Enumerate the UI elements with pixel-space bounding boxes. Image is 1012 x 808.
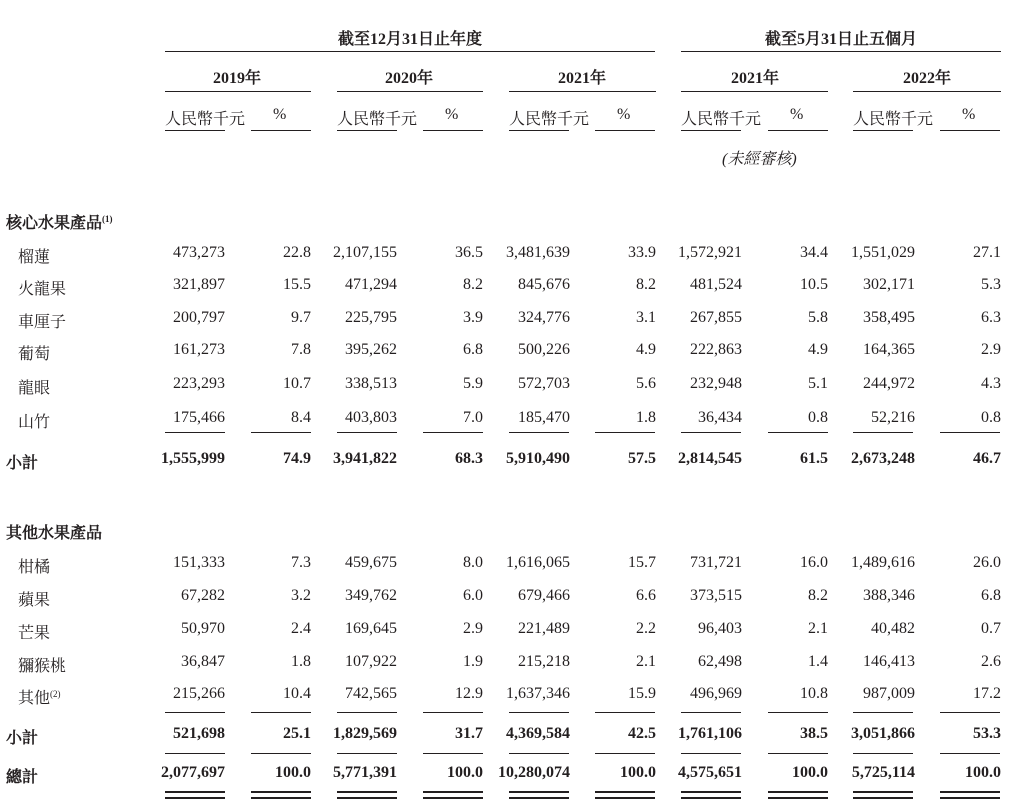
row-value: 8.2 — [463, 276, 483, 293]
subtotal-value: 1,829,569 — [333, 725, 397, 742]
unit-amount-label: 人民幣千元 — [337, 111, 418, 128]
row-value: 3.2 — [291, 587, 311, 604]
row-value: 4.9 — [808, 341, 828, 358]
row-value: 36,434 — [698, 409, 742, 426]
row-value: 62,498 — [698, 653, 742, 670]
subtotal-rule — [681, 797, 741, 799]
row-value: 572,703 — [518, 375, 570, 392]
row-value: 6.0 — [463, 587, 483, 604]
row-value: 40,482 — [871, 620, 915, 637]
row-value: 8.2 — [808, 587, 828, 604]
row-value: 3,481,639 — [506, 244, 570, 261]
unit-pct-label: % — [962, 106, 976, 123]
row-value: 302,171 — [863, 276, 915, 293]
subtotal-value: 31.7 — [455, 725, 483, 742]
row-value: 169,645 — [345, 620, 397, 637]
row-value: 5.8 — [808, 309, 828, 326]
subtotal-rule — [853, 712, 913, 713]
year-heading-rule — [165, 91, 311, 92]
row-label: 龍眼 — [18, 380, 51, 397]
subtotal-rule — [337, 797, 397, 799]
year-heading: 2019年 — [212, 70, 261, 87]
row-value: 16.0 — [800, 554, 828, 571]
unaudited-note: (未經審核) — [722, 151, 797, 168]
row-value: 679,466 — [518, 587, 570, 604]
subtotal-rule — [337, 712, 397, 713]
subtotal-rule — [681, 791, 741, 793]
subtotal-value: 74.9 — [283, 450, 311, 467]
row-value: 15.5 — [283, 276, 311, 293]
subtotal-rule — [509, 791, 569, 793]
subtotal-rule — [165, 753, 225, 754]
subtotal-rule — [853, 432, 913, 433]
row-value: 96,403 — [698, 620, 742, 637]
row-value: 161,273 — [173, 341, 225, 358]
row-value: 496,969 — [690, 685, 742, 702]
total-value: 100.0 — [792, 764, 828, 781]
unit-rule — [509, 130, 569, 131]
subtotal-rule — [768, 712, 828, 713]
row-value: 1.4 — [808, 653, 828, 670]
row-value: 223,293 — [173, 375, 225, 392]
subtotal-value: 521,698 — [173, 725, 225, 742]
subtotal-rule — [165, 791, 225, 793]
row-value: 321,897 — [173, 276, 225, 293]
row-value: 200,797 — [173, 309, 225, 326]
row-value: 15.9 — [628, 685, 656, 702]
section-title: 核心水果產品$^{(1)}$ — [6, 214, 113, 232]
subtotal-value: 3,941,822 — [333, 450, 397, 467]
row-value: 10.5 — [800, 276, 828, 293]
row-value: 373,515 — [690, 587, 742, 604]
subtotal-rule — [681, 432, 741, 433]
row-label: 芒果 — [18, 625, 51, 642]
row-value: 3.9 — [463, 309, 483, 326]
row-value: 2.1 — [808, 620, 828, 637]
unit-pct-label: % — [273, 106, 287, 123]
row-value: 324,776 — [518, 309, 570, 326]
total-value: 100.0 — [447, 764, 483, 781]
row-value: 36,847 — [181, 653, 225, 670]
year-heading: 2021年 — [557, 70, 606, 87]
subtotal-value: 53.3 — [973, 725, 1001, 742]
subtotal-rule — [165, 712, 225, 713]
row-value: 471,294 — [345, 276, 397, 293]
row-value: 388,346 — [863, 587, 915, 604]
row-value: 5.6 — [636, 375, 656, 392]
row-value: 164,365 — [863, 341, 915, 358]
row-value: 12.9 — [455, 685, 483, 702]
subtotal-value: 61.5 — [800, 450, 828, 467]
row-value: 52,216 — [871, 409, 915, 426]
row-value: 26.0 — [973, 554, 1001, 571]
unit-rule — [853, 130, 913, 131]
row-value: 244,972 — [863, 375, 915, 392]
row-label: 柑橘 — [18, 559, 51, 576]
unit-rule — [423, 130, 483, 131]
row-value: 473,273 — [173, 244, 225, 261]
row-value: 15.7 — [628, 554, 656, 571]
subtotal-value: 25.1 — [283, 725, 311, 742]
row-value: 500,226 — [518, 341, 570, 358]
unit-rule — [940, 130, 1000, 131]
unit-rule — [595, 130, 655, 131]
subtotal-rule — [768, 432, 828, 433]
row-label: 山竹 — [18, 414, 51, 431]
row-value: 0.8 — [981, 409, 1001, 426]
row-value: 7.3 — [291, 554, 311, 571]
unit-rule — [251, 130, 311, 131]
subtotal-rule — [853, 791, 913, 793]
total-value: 100.0 — [275, 764, 311, 781]
row-value: 267,855 — [690, 309, 742, 326]
row-value: 2.4 — [291, 620, 311, 637]
subtotal-rule — [509, 432, 569, 433]
row-value: 50,970 — [181, 620, 225, 637]
footnote-ref: (1) — [102, 214, 113, 224]
subtotal-label: 小計 — [6, 730, 39, 747]
row-value: 2.1 — [636, 653, 656, 670]
row-label: 車厘子 — [18, 314, 67, 331]
unit-pct-label: % — [617, 106, 631, 123]
section-title: 其他水果產品 — [6, 525, 103, 542]
subtotal-rule — [595, 432, 655, 433]
row-value: 8.4 — [291, 409, 311, 426]
row-value: 222,863 — [690, 341, 742, 358]
row-value: 225,795 — [345, 309, 397, 326]
header-group-annual: 截至12月31日止年度 — [337, 31, 482, 48]
row-value: 6.6 — [636, 587, 656, 604]
row-value: 1.9 — [463, 653, 483, 670]
total-value: 5,771,391 — [333, 764, 397, 781]
subtotal-value: 46.7 — [973, 450, 1001, 467]
subtotal-rule — [509, 797, 569, 799]
subtotal-rule — [853, 797, 913, 799]
row-value: 185,470 — [518, 409, 570, 426]
year-heading: 2021年 — [730, 70, 779, 87]
row-value: 2.9 — [463, 620, 483, 637]
row-value: 5.1 — [808, 375, 828, 392]
row-value: 987,009 — [863, 685, 915, 702]
total-value: 2,077,697 — [161, 764, 225, 781]
year-heading: 2020年 — [384, 70, 433, 87]
subtotal-rule — [251, 432, 311, 433]
row-value: 1,572,921 — [678, 244, 742, 261]
subtotal-rule — [940, 432, 1000, 433]
year-heading-rule — [509, 91, 656, 92]
total-label: 總計 — [6, 769, 39, 786]
row-value: 215,266 — [173, 685, 225, 702]
row-value: 338,513 — [345, 375, 397, 392]
row-value: 1.8 — [636, 409, 656, 426]
row-label: 其他$^{(2)}$ — [18, 689, 61, 707]
subtotal-rule — [165, 432, 225, 433]
subtotal-rule — [423, 432, 483, 433]
row-label: 火龍果 — [18, 281, 67, 298]
row-value: 8.0 — [463, 554, 483, 571]
row-value: 36.5 — [455, 244, 483, 261]
subtotal-rule — [940, 753, 1000, 754]
row-value: 6.8 — [463, 341, 483, 358]
year-heading-rule — [853, 91, 1001, 92]
subtotal-rule — [595, 712, 655, 713]
row-value: 7.0 — [463, 409, 483, 426]
row-value: 0.8 — [808, 409, 828, 426]
subtotal-value: 1,555,999 — [161, 450, 225, 467]
row-value: 1,637,346 — [506, 685, 570, 702]
row-value: 67,282 — [181, 587, 225, 604]
subtotal-rule — [681, 753, 741, 754]
unit-pct-label: % — [790, 106, 804, 123]
subtotal-rule — [768, 791, 828, 793]
year-heading-rule — [681, 91, 828, 92]
subtotal-value: 68.3 — [455, 450, 483, 467]
subtotal-rule — [768, 797, 828, 799]
row-value: 3.1 — [636, 309, 656, 326]
row-value: 215,218 — [518, 653, 570, 670]
row-value: 10.8 — [800, 685, 828, 702]
unit-rule — [768, 130, 828, 131]
row-value: 4.3 — [981, 375, 1001, 392]
row-value: 1.8 — [291, 653, 311, 670]
subtotal-label: 小計 — [6, 455, 39, 472]
row-value: 2,107,155 — [333, 244, 397, 261]
subtotal-rule — [423, 797, 483, 799]
unit-rule — [337, 130, 397, 131]
row-value: 7.8 — [291, 341, 311, 358]
unit-pct-label: % — [445, 106, 459, 123]
unit-amount-label: 人民幣千元 — [165, 111, 246, 128]
subtotal-rule — [853, 753, 913, 754]
subtotal-rule — [251, 791, 311, 793]
year-heading-rule — [337, 91, 483, 92]
row-label: 榴蓮 — [18, 249, 51, 266]
row-value: 358,495 — [863, 309, 915, 326]
row-value: 22.8 — [283, 244, 311, 261]
row-value: 731,721 — [690, 554, 742, 571]
subtotal-rule — [251, 712, 311, 713]
subtotal-value: 2,814,545 — [678, 450, 742, 467]
row-value: 1,489,616 — [851, 554, 915, 571]
row-value: 4.9 — [636, 341, 656, 358]
subtotal-rule — [337, 432, 397, 433]
subtotal-rule — [595, 791, 655, 793]
subtotal-rule — [940, 791, 1000, 793]
subtotal-value: 3,051,866 — [851, 725, 915, 742]
unit-amount-label: 人民幣千元 — [509, 111, 590, 128]
row-value: 1,551,029 — [851, 244, 915, 261]
row-value: 221,489 — [518, 620, 570, 637]
subtotal-rule — [595, 797, 655, 799]
total-value: 100.0 — [965, 764, 1001, 781]
row-value: 459,675 — [345, 554, 397, 571]
row-value: 107,922 — [345, 653, 397, 670]
row-value: 0.7 — [981, 620, 1001, 637]
subtotal-rule — [337, 753, 397, 754]
subtotal-rule — [940, 712, 1000, 713]
subtotal-rule — [251, 797, 311, 799]
row-value: 232,948 — [690, 375, 742, 392]
year-heading: 2022年 — [902, 70, 951, 87]
row-value: 6.3 — [981, 309, 1001, 326]
total-value: 5,725,114 — [851, 764, 915, 781]
row-value: 17.2 — [973, 685, 1001, 702]
subtotal-value: 42.5 — [628, 725, 656, 742]
row-value: 27.1 — [973, 244, 1001, 261]
unit-amount-label: 人民幣千元 — [681, 111, 762, 128]
subtotal-value: 57.5 — [628, 450, 656, 467]
row-value: 1,616,065 — [506, 554, 570, 571]
unit-amount-label: 人民幣千元 — [853, 111, 934, 128]
header-group-five-months: 截至5月31日止五個月 — [764, 31, 917, 48]
subtotal-rule — [337, 791, 397, 793]
subtotal-rule — [423, 712, 483, 713]
unit-rule — [681, 130, 741, 131]
row-value: 6.8 — [981, 587, 1001, 604]
row-value: 395,262 — [345, 341, 397, 358]
row-value: 33.9 — [628, 244, 656, 261]
footnote-ref: (2) — [50, 689, 61, 699]
row-value: 5.9 — [463, 375, 483, 392]
subtotal-rule — [165, 797, 225, 799]
unit-rule — [165, 130, 225, 131]
row-value: 2.6 — [981, 653, 1001, 670]
subtotal-rule — [681, 712, 741, 713]
subtotal-rule — [940, 797, 1000, 799]
row-value: 175,466 — [173, 409, 225, 426]
row-value: 10.7 — [283, 375, 311, 392]
header-group-annual-rule — [165, 51, 655, 52]
header-group-five-months-rule — [681, 51, 1001, 52]
row-value: 10.4 — [283, 685, 311, 702]
subtotal-value: 5,910,490 — [506, 450, 570, 467]
row-label: 蘋果 — [18, 592, 51, 609]
row-value: 5.3 — [981, 276, 1001, 293]
row-label: 葡萄 — [18, 346, 51, 363]
subtotal-rule — [423, 753, 483, 754]
subtotal-rule — [509, 712, 569, 713]
subtotal-value: 2,673,248 — [851, 450, 915, 467]
row-value: 742,565 — [345, 685, 397, 702]
subtotal-rule — [768, 753, 828, 754]
total-value: 100.0 — [620, 764, 656, 781]
total-value: 10,280,074 — [498, 764, 570, 781]
subtotal-rule — [509, 753, 569, 754]
subtotal-rule — [595, 753, 655, 754]
subtotal-rule — [251, 753, 311, 754]
row-value: 146,413 — [863, 653, 915, 670]
subtotal-value: 4,369,584 — [506, 725, 570, 742]
row-value: 8.2 — [636, 276, 656, 293]
row-value: 2.9 — [981, 341, 1001, 358]
row-value: 2.2 — [636, 620, 656, 637]
subtotal-rule — [423, 791, 483, 793]
subtotal-value: 1,761,106 — [678, 725, 742, 742]
row-value: 34.4 — [800, 244, 828, 261]
subtotal-value: 38.5 — [800, 725, 828, 742]
row-value: 349,762 — [345, 587, 397, 604]
row-label: 獼猴桃 — [18, 658, 67, 675]
row-value: 481,524 — [690, 276, 742, 293]
row-value: 151,333 — [173, 554, 225, 571]
row-value: 845,676 — [518, 276, 570, 293]
total-value: 4,575,651 — [678, 764, 742, 781]
row-value: 403,803 — [345, 409, 397, 426]
row-value: 9.7 — [291, 309, 311, 326]
